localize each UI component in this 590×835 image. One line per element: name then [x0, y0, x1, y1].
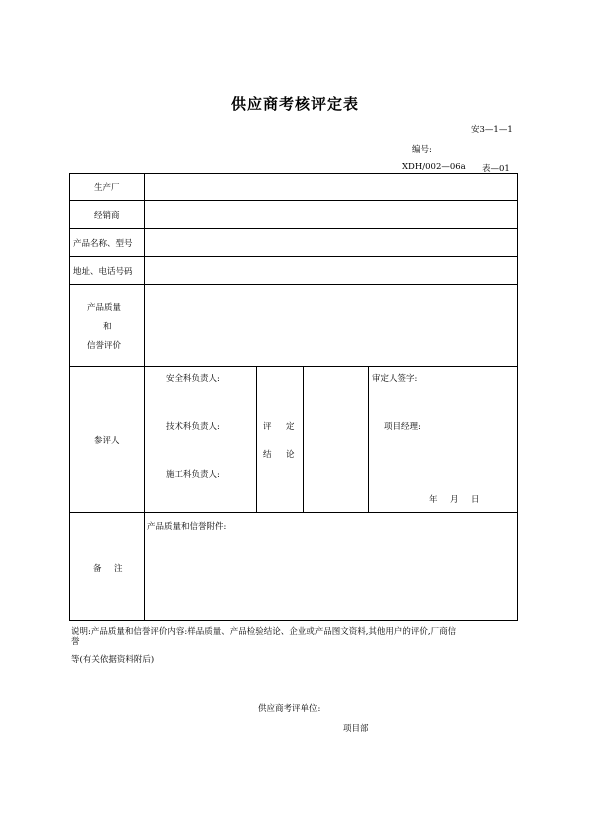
- document-number: XDH/002—06a: [402, 162, 466, 172]
- quality-label-line3: 信誉评价: [87, 341, 122, 351]
- note-line-1: 说明:产品质量和信誉评价内容:样品质量、产品检验结论、企业或产品图文资料,其他用户的评价,厂商信: [71, 627, 457, 637]
- note-line-2: 誉: [71, 637, 80, 647]
- reviewer-sign-label: 审定人签字:: [372, 374, 418, 384]
- project-department: 项目部: [343, 724, 369, 734]
- row-divider: [69, 256, 518, 257]
- evaluators-label: 参评人: [94, 436, 120, 446]
- row-divider: [69, 284, 518, 285]
- construction-head-label: 施工科负责人:: [166, 470, 220, 480]
- row-divider: [69, 366, 518, 367]
- date-year: 年: [429, 495, 438, 505]
- evaluating-unit-label: 供应商考评单位:: [258, 704, 321, 714]
- date-month: 月: [450, 495, 459, 505]
- distributor-label: 经销商: [94, 211, 120, 221]
- date-day: 日: [471, 495, 480, 505]
- conclusion-char-2: 定: [286, 422, 295, 432]
- form-code: 安3—1—1: [471, 125, 513, 135]
- number-label: 编号:: [412, 145, 432, 155]
- column-divider: [256, 366, 257, 512]
- conclusion-char-1: 评: [263, 422, 272, 432]
- conclusion-char-3: 结: [263, 450, 272, 460]
- row-divider: [69, 200, 518, 201]
- conclusion-char-4: 论: [286, 450, 295, 460]
- remarks-label-1: 备: [93, 564, 102, 574]
- project-manager-label: 项目经理:: [384, 422, 421, 432]
- quality-label-line1: 产品质量: [87, 303, 122, 313]
- remarks-content: 产品质量和信誉附件:: [147, 522, 227, 532]
- quality-label-line2: 和: [103, 322, 112, 332]
- page-title: 供应商考核评定表: [230, 95, 359, 113]
- column-divider: [368, 366, 369, 512]
- remarks-label-2: 注: [114, 564, 123, 574]
- tech-head-label: 技术科负责人:: [166, 422, 220, 432]
- row-divider: [69, 228, 518, 229]
- safety-head-label: 安全科负责人:: [166, 374, 220, 384]
- table-number: 表—01: [482, 164, 510, 174]
- row-divider: [69, 512, 518, 513]
- evaluation-table: [69, 173, 518, 621]
- column-divider: [144, 173, 145, 621]
- product-name-label: 产品名称、型号: [73, 239, 133, 249]
- column-divider: [303, 366, 304, 512]
- note-line-3: 等(有关依据资料附后): [71, 655, 155, 665]
- manufacturer-label: 生产厂: [94, 183, 120, 193]
- address-phone-label: 地址、电话号码: [73, 267, 133, 277]
